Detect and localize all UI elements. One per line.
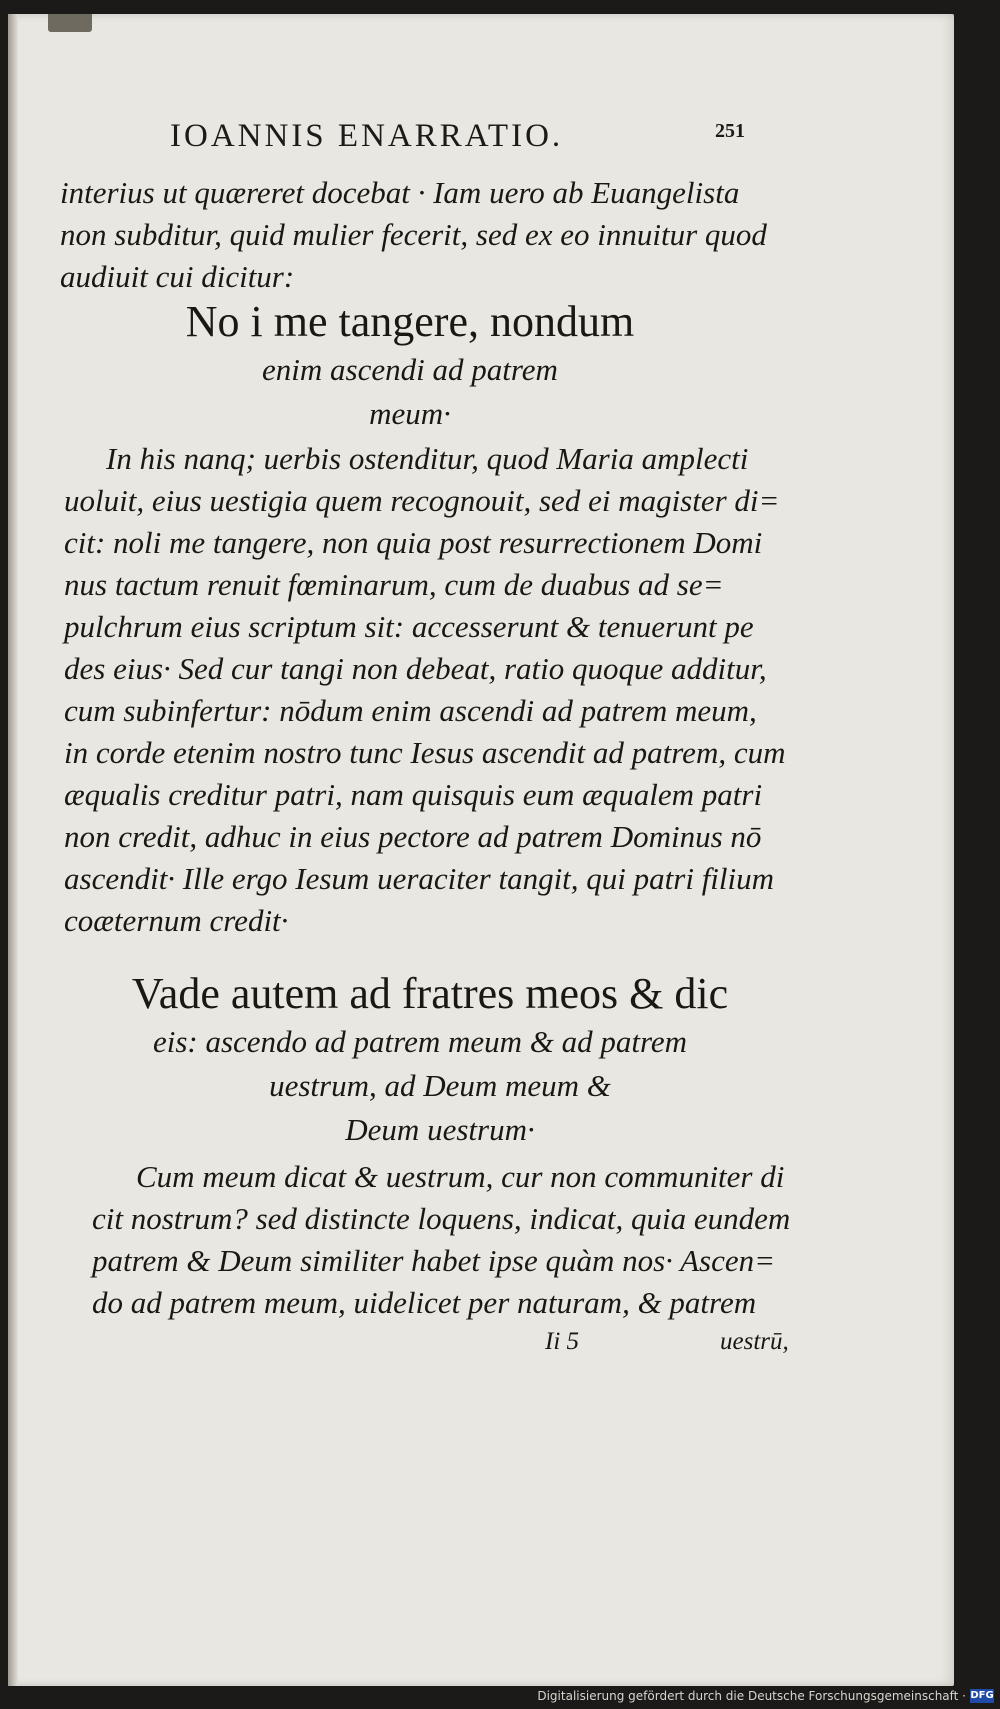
text-line: pulchrum eius scriptum sit: accesserunt & tenuerunt pe [64,609,754,644]
lemma-line: meum· [369,396,451,431]
signature-mark: Ii 5 [545,1328,580,1355]
catchword: uestrū, [720,1328,789,1355]
dfg-logo: DFG [970,1690,994,1701]
text-line: æqualis creditur patri, nam quisquis eum æqualem patri [64,777,763,812]
page-corner-tab [48,14,92,32]
text-line: audiuit cui dicitur: [60,259,295,294]
text-line: cum subinfertur: nōdum enim ascendi ad patrem meum, [64,693,757,728]
text-line: Cum meum dicat & uestrum, cur non communiter di [136,1159,785,1194]
text-line: cit nostrum? sed distincte loquens, indicat, quia eundem [92,1201,791,1236]
text-line: interius ut quæreret docebat · Iam uero ab Euangelista [60,175,740,210]
text-line: In his nanq; uerbis ostenditur, quod Maria amplecti [106,441,749,476]
running-head: IOANNIS ENARRATIO. [170,118,564,154]
folio-number: 251 [715,120,745,142]
lemma-heading: Vade autem ad fratres meos & dic [131,969,729,1018]
text-line: non subditur, quid mulier fecerit, sed ex eo innuitur quod [60,217,767,252]
text-line: do ad patrem meum, uidelicet per naturam, & patrem [92,1285,757,1320]
lemma-line: eis: ascendo ad patrem meum & ad patrem [152,1024,688,1059]
lemma-line: uestrum, ad Deum meum & [269,1068,611,1103]
text-line: cit: noli me tangere, non quia post resurrectionem Domi [64,525,763,560]
lemma-line: enim ascendi ad patrem [262,352,558,387]
text-line: coæternum credit· [64,903,289,938]
text-line: non credit, adhuc in eius pectore ad patrem Dominus nō [64,819,762,854]
page-gutter [8,14,18,1686]
lemma-line: Deum uestrum· [345,1112,535,1147]
digitization-note: Digitalisierung gefördert durch die Deutsche Forschungsgemeinschaft · [537,1689,966,1703]
lemma-heading: No i me tangere, nondum [185,297,635,346]
text-line: ascendit· Ille ergo Iesum ueraciter tangit, qui patri filium [64,861,775,896]
text-line: uoluit, eius uestigia quem recognouit, sed ei magister di= [64,483,780,518]
text-line: patrem & Deum similiter habet ipse quàm nos· Ascen= [92,1243,776,1278]
text-line: nus tactum renuit fœminarum, cum de duabus ad se= [64,567,724,602]
text-line: in corde etenim nostro tunc Iesus ascendit ad patrem, cum [64,735,786,770]
text-line: des eius· Sed cur tangi non debeat, ratio quoque additur, [64,651,767,686]
